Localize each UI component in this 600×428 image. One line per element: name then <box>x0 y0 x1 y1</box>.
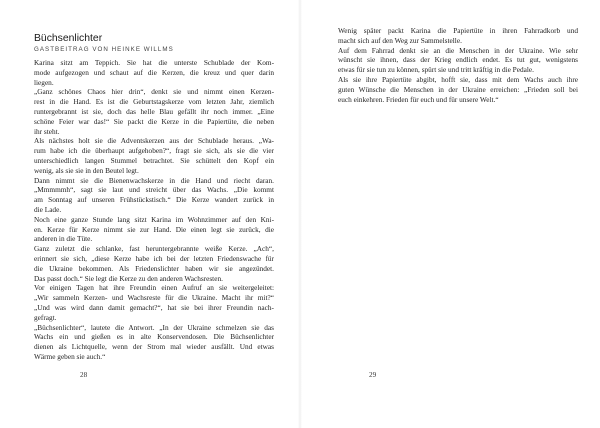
text-line: schöne Feier war das!“ Sie packt die Kerze in die Papiertüte, die neben <box>34 116 274 126</box>
page-number-left: 28 <box>80 371 88 379</box>
text-line: rum habe ich die überhaupt aufgehoben?“, fragt sie sich, als sie die vier <box>34 146 274 156</box>
text-line: Ganz zuletzt die schlanke, fast heruntergebrannte weiße Kerze. „Ach“, <box>34 244 274 254</box>
left-page-body <box>34 58 274 362</box>
text-line: Wachs ein und gießen es in alte Konservendosen. Die Büchsenlichter <box>34 332 274 342</box>
text-line: Vor einigen Tagen hat ihre Freundin einen Aufruf an sie weitergeleitet: <box>34 283 274 293</box>
text-line: liegen. <box>34 77 54 87</box>
text-line: Wenig später packt Karina die Papiertüte in ihren Fahrradkorb und <box>338 26 578 35</box>
text-line: „Mmmmmh“, sagt sie laut und streicht über das Wachs. „Die kommt <box>34 185 274 195</box>
text-line: Das passt doch.“ Sie legt die Kerze zu den anderen Wachsresten. <box>34 273 223 283</box>
text-line: die Lade. <box>34 204 62 214</box>
right-page <box>300 0 600 428</box>
text-line: Noch eine ganze Stunde lang sitzt Karina im Wohnzimmer auf den Kni- <box>34 214 274 224</box>
text-line: en. Kerze für Kerze nimmt sie zur Hand. Die einen legt sie zurück, die <box>34 224 274 234</box>
story-byline: GASTBEITRAG VON HEINKE WILLMS <box>34 46 174 53</box>
text-line: Auf dem Fahrrad denkt sie an die Menschen in der Ukraine. Wie sehr <box>338 45 578 55</box>
text-line: unterschiedlich langen Stummel betrachtet. Sie schüttelt den Kopf ein <box>34 155 274 165</box>
text-line: „Und was wird dann damit gemacht?“, hat sie bei ihrer Freundin nach- <box>34 302 274 312</box>
text-line: die Ukraine bekommen. Als Friedenslichter haben wir sie angezündet. <box>34 263 274 273</box>
right-page-body <box>338 26 578 104</box>
text-line: am Sonntag auf unseren Frühstückstisch.“ Die Kerze wandert zurück in <box>34 195 274 205</box>
text-line: Als nächstes holt sie die Adventskerzen aus der Schublade heraus. „Wa- <box>34 136 274 146</box>
text-line: etwas für sie tun zu können, spürt sie und tritt kräftig in die Pedale. <box>338 65 534 75</box>
text-line: gefragt. <box>34 312 57 322</box>
text-line: euch einkehren. Frieden für euch und für unsere Welt.“ <box>338 94 499 104</box>
text-line: Karina sitzt am Teppich. Sie hat die unterste Schublade der Kom- <box>34 58 274 67</box>
text-line: wenig, als sie sie in den Beutel legt. <box>34 165 139 175</box>
text-line: dienen als Lichtquelle, wenn der Strom mal wieder ausfällt. Und etwas <box>34 342 274 352</box>
text-line: macht sich auf den Weg zur Sammelstelle. <box>338 35 462 45</box>
text-line: rest in die Hand. Es ist die Geburtstagskerze vom letzten Jahr, ziemlich <box>34 97 274 107</box>
text-line: anderen in die Tüte. <box>34 234 93 244</box>
text-line: Wärme geben sie auch.“ <box>34 351 106 361</box>
text-line: runtergebrannt ist sie, doch das helle Blau gefällt ihr noch immer. „Eine <box>34 106 274 116</box>
story-title: Büchsenlichter <box>34 33 103 44</box>
text-line: Als sie ihre Papiertüte abgibt, hofft sie, dass mit dem Wachs auch ihre <box>338 74 578 84</box>
page-number-right: 29 <box>369 371 377 379</box>
text-line: „Ganz schönes Chaos hier drin“, denkt sie und nimmt einen Kerzen- <box>34 87 274 97</box>
text-line: „Büchsenlichter“, lautete die Antwort. „In der Ukraine schmelzen sie das <box>34 322 274 332</box>
text-line: mode aufgezogen und schaut auf die Kerzen, die kreuz und quer darin <box>34 67 274 77</box>
text-line: ihr steht. <box>34 126 60 136</box>
text-line: erinnert sie sich, „diese Kerze habe ich bei der letzten Friedenswache für <box>34 253 274 263</box>
text-line: wünscht sie ihnen, dass der Krieg endlich endet. Es tut gut, wenigstens <box>338 55 578 65</box>
text-line: guten Wünsche die Menschen in der Ukraine erreichen: „Frieden soll bei <box>338 84 578 94</box>
text-line: „Wir sammeln Kerzen- und Wachsreste für die Ukraine. Macht ihr mit?“ <box>34 293 274 303</box>
text-line: Dann nimmt sie die Bienenwachskerze in die Hand und riecht daran. <box>34 175 274 185</box>
